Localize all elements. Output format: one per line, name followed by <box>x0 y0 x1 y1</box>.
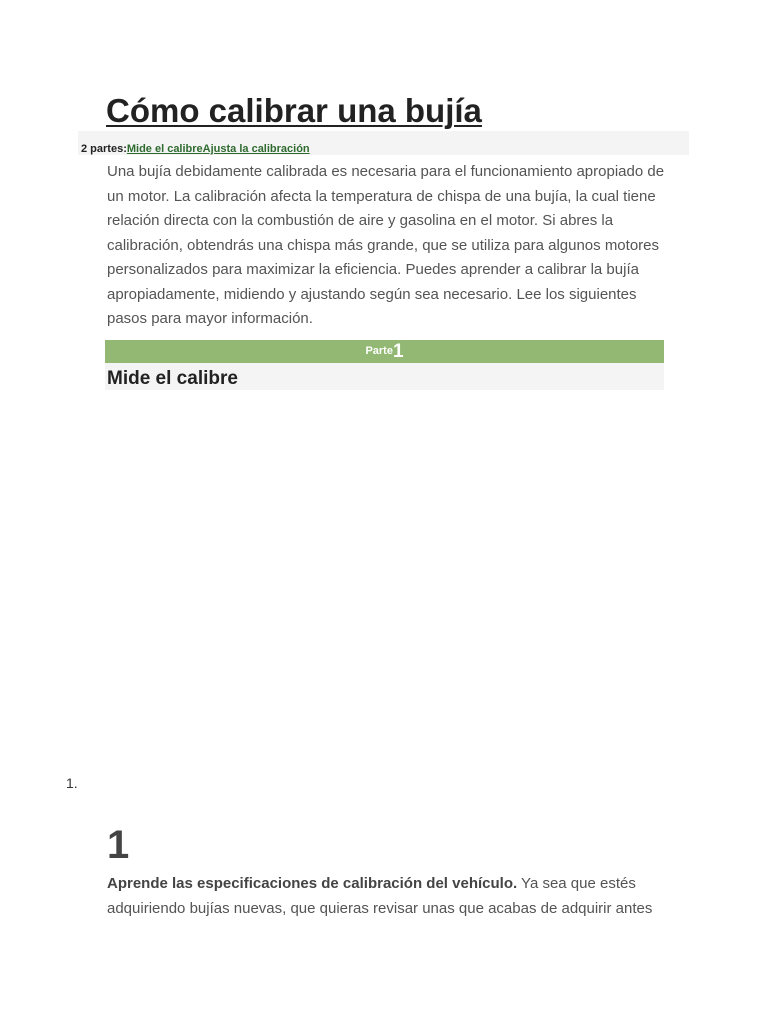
intro-paragraph: Una bujía debidamente calibrada es necesaria para el funcionamiento apropiado de un motor. La calibración afecta la temperatura de chispa de una bujía, la cual tiene relación directa con la combustión de aire y gasolina en el motor. Si abres la calibración, obtendrás una chispa más grande, que se utiliza para algunos motores personalizados para maximizar la eficiencia. Puedes aprender a calibrar la bujía apropiadamente, midiendo y ajustando según sea necesario. Lee los siguientes pasos para mayor información. <box>107 163 665 327</box>
part-link-mide-el-calibre[interactable]: Mide el calibre <box>126 143 203 155</box>
step-bold-text: Aprende las especificaciones de calibración del vehículo. <box>107 875 518 892</box>
step-number: 1 <box>107 823 130 867</box>
parts-count-label: 2 partes: <box>81 143 127 155</box>
section-title-bar <box>105 363 664 390</box>
part-label-word: Parte <box>365 345 393 357</box>
section-title: Mide el calibre <box>107 368 238 389</box>
part-banner <box>105 340 664 363</box>
step-body-text: Ya sea que estés adquiriendo bujías nuevas, que quieras revisar unas que acabas de adquirir antes <box>107 875 653 917</box>
part-label-number: 1 <box>392 341 404 362</box>
step-list-marker: 1. <box>66 775 78 791</box>
part-link-ajusta-la-calibracion[interactable]: Ajusta la calibración <box>202 143 310 155</box>
article-title: Cómo calibrar una bujía <box>106 92 482 129</box>
parts-navigation <box>78 131 689 155</box>
step-text <box>107 872 672 921</box>
